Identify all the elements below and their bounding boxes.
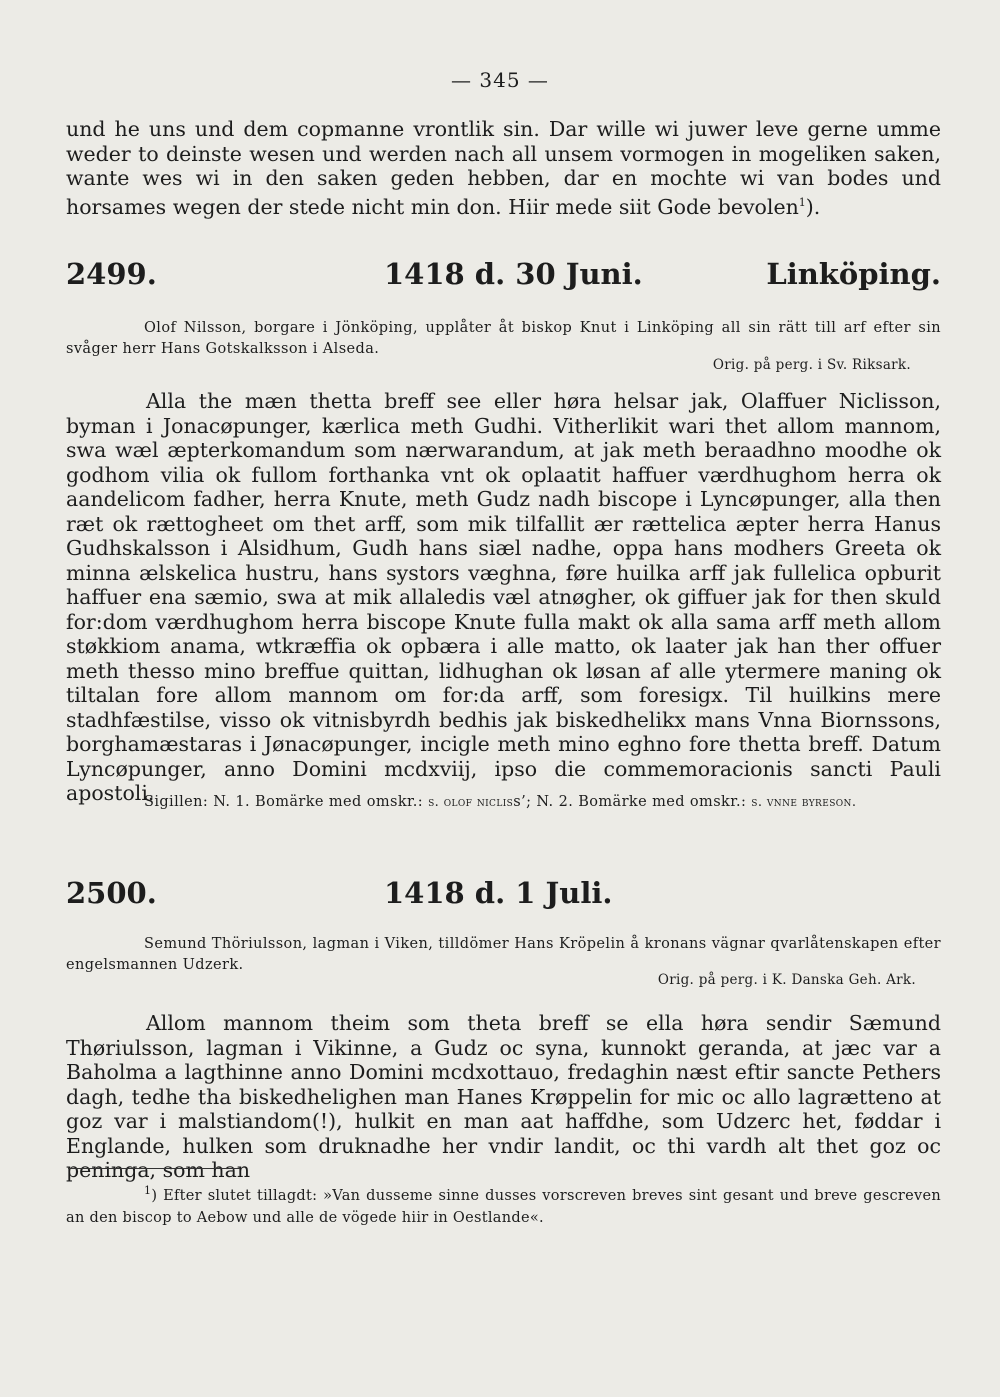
- source-note: Orig. på perg. i Sv. Riksark.: [712, 357, 911, 373]
- seal-2-legend: s. vnne byreson.: [751, 795, 857, 810]
- footnote-text: Efter slutet tillagdt: »Van dusseme sinne dusses vorscreven breves sint gesant und breve gescreven an den biscop to Aebow und alle de vögede hiir in Oestlande«.: [66, 1187, 941, 1226]
- entry-summary: Semund Thöriulsson, lagman i Viken, tilldömer Hans Kröpelin å kronans vägnar qvarlåtenskapen efter engelsmannen Udzerk.: [66, 936, 941, 973]
- footnote-reference: 1: [798, 195, 806, 209]
- seals-label: Sigillen:: [144, 794, 209, 810]
- continuation-end: ).: [805, 194, 821, 219]
- entry-heading-2500: [66, 876, 941, 916]
- entry-number: 2500.: [66, 876, 157, 910]
- continuation-text: und he uns und dem copmanne vrontlik sin. Dar wille wi juwer leve gerne umme weder to deinste wesen und werden nach all unsem vormogen in mogeliken saken, wante wes wi in den saken geden hebben, dar en mochte wi van bodes und horsames wegen der stede nicht min don. Hiir mede siit Gode bevolen: [66, 117, 941, 219]
- entry-place: Linköping.: [766, 257, 941, 291]
- entry-date: 1418 d. 30 Juni.: [384, 257, 643, 291]
- source-note: Orig. på perg. i K. Danska Geh. Ark.: [657, 972, 916, 988]
- seals-description: [66, 789, 941, 816]
- seal-1: N. 1. Bomärke med omskr.:: [213, 794, 424, 810]
- seal-1-legend: s. olof niclis: [428, 795, 514, 810]
- continuation-paragraph: [66, 117, 941, 219]
- entry-number: 2499.: [66, 257, 157, 291]
- entry-heading-2499: [66, 257, 941, 297]
- footnote-divider: [68, 1168, 240, 1169]
- footnote: $^1$) Efter slutet tillagdt: »Van dusseme sinne dusses vorscreven breves sint gesant und breve gescreven an den biscop to Aebow und alle de vögede hiir in Oestlande«.: [66, 1184, 941, 1226]
- footnote-marker: 1: [144, 1184, 152, 1197]
- charter-text: Allom mannom theim som theta breff se ella høra sendir Sæmund Thøriulsson, lagman i Vikinne, a Gudz oc syna, kunnokt geranda, at jæc var a Baholma a lagthinne anno Domini mcdxottauo, fredaghin næst eftir sancte Pethers dagh, tedhe tha biskedhelighen man Hanes Krøppelin for mic oc allo lagrætteno at goz var i malstiandom(!), hulkit en man aat haffdhe, som Udzerc het, føddar i Englande, hulken som druknadhe her vndir landit, oc thi vardh alt thet goz oc peninga, som han: [66, 1011, 941, 1182]
- entry-date: 1418 d. 1 Juli.: [384, 876, 613, 910]
- seal-1-end: s’;: [513, 794, 532, 810]
- charter-text: Alla the mæn thetta breff see eller høra helsar jak, Olaffuer Niclisson, byman i Jonacøpunger, kærlica meth Gudhi. Vitherlikit wari thet allom mannom, swa wæl æpterkomandum som nærwarandum, at jak meth beraadhno moodhe ok godhom vilia ok fullom forthanka vnt ok oplaatit haffuer værdhughom herra ok aandelicom fadher, herra Knute, meth Gudz nadh biscope i Lyncøpunger, alla then ræt ok rættogheet om thet arff, som mik tilfallit ær rættelica æpter herra Hanus Gudhskalsson i Alsidhum, Gudh hans siæl nadhe, oppa hans modhers Greeta ok minna ælskelica hustru, hans systors væghna, føre huilka arff jak fullelica opburit haffuer ena sæmio, swa at mik allaledis væl atnøgher, ok giffuer jak for then skuld for:dom værdhughom herra biscope Knute fulla makt ok alla sama arff meth allom støkkiom anama, wtkræffia ok opbæra i alle matto, ok laater jak han ther offuer meth thesso mino breffue quittan, lidhughan ok løsan af alle ytermere maning ok tiltalan fore allom mannom om for:da arff, som foresigx. Til huilkins mere stadhfæstilse, visso ok vitnisbyrdh bedhis jak biskedhelikx mans Vnna Biornssons, borghamæstaras i Jønacøpunger, incigle meth mino eghno fore thetta breff. Datum Lyncøpunger, anno Domini mcdxviij, ipso die commemoracionis sancti Pauli apostoli.: [66, 389, 941, 805]
- seal-2: N. 2. Bomärke med omskr.:: [536, 794, 747, 810]
- entry-summary: Olof Nilsson, borgare i Jönköping, upplåter åt biskop Knut i Linköping all sin rätt till arf efter sin svåger herr Hans Gotskalksson i Alseda.: [66, 320, 941, 357]
- page-number: — 345 —: [451, 68, 549, 92]
